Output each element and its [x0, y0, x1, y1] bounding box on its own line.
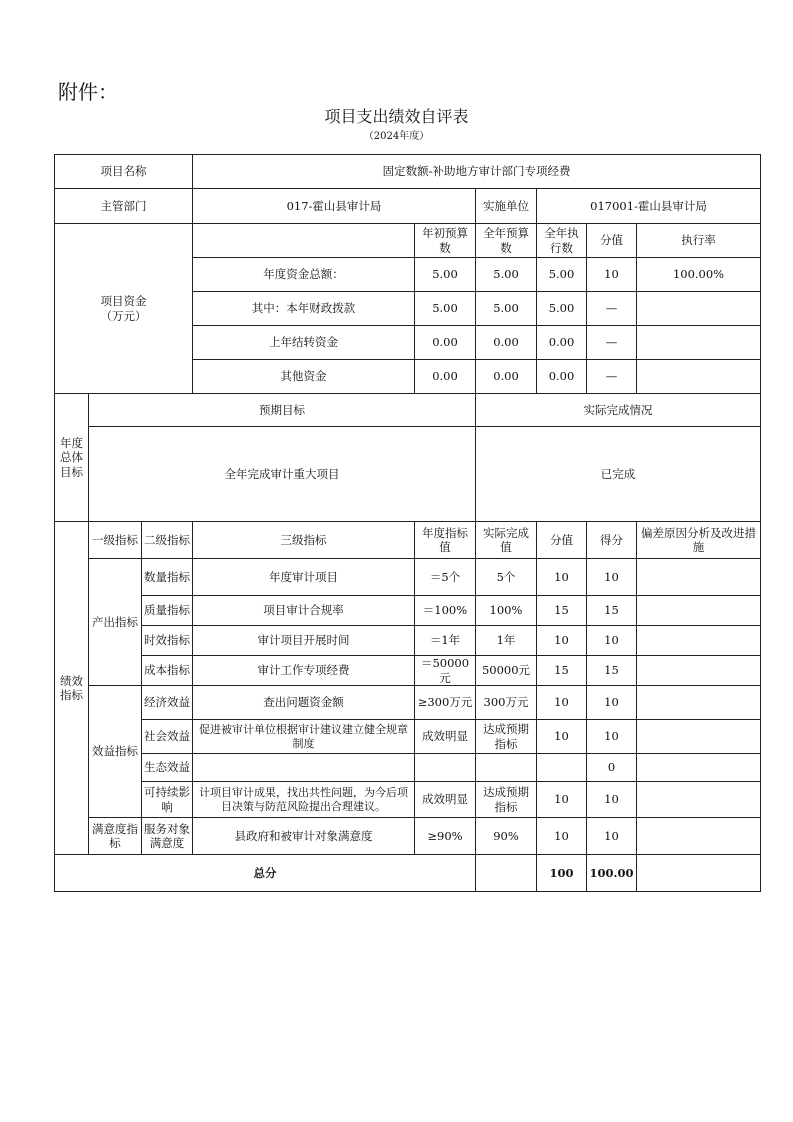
- total-row: [55, 855, 761, 892]
- ind-level3: 查出问题资金额: [193, 686, 415, 720]
- ind-level3: 年度审计项目: [193, 559, 415, 596]
- total-score-value: 100: [537, 855, 587, 892]
- funds-label: 项目资金 （万元）: [55, 224, 193, 394]
- ind-score: 0: [587, 754, 637, 782]
- ind-target: ＝50000元: [415, 656, 476, 686]
- ind-score-value: 10: [537, 626, 587, 656]
- funds-header-annual: 全年预算数: [476, 224, 537, 258]
- total-actual-blank: [476, 855, 537, 892]
- ind-remark: [637, 720, 761, 754]
- impl-value: 017001-霍山县审计局: [537, 189, 761, 224]
- total-label: 总分: [55, 855, 476, 892]
- ind-target: ≥300万元: [415, 686, 476, 720]
- ind-level3: 计项目审计成果，找出共性问题，为今后项目决策与防范风险提出合理建议。: [193, 782, 415, 818]
- ind-remark: [637, 656, 761, 686]
- funds-row-rate: [637, 292, 761, 326]
- dept-label: 主管部门: [55, 189, 193, 224]
- ind-remark: [637, 626, 761, 656]
- ind-level3: 县政府和被审计对象满意度: [193, 818, 415, 855]
- ind-actual: 5个: [476, 559, 537, 596]
- ind-remark: [637, 782, 761, 818]
- total-score: 100.00: [587, 855, 637, 892]
- ind-score-value: 10: [537, 686, 587, 720]
- ind-score: 10: [587, 626, 637, 656]
- funds-row-name: 其他资金: [193, 360, 415, 394]
- funds-row-annual: 5.00: [476, 258, 537, 292]
- ind-header-score: 得分: [587, 522, 637, 559]
- ind-target: ＝1年: [415, 626, 476, 656]
- ind-level2: 质量指标: [142, 596, 193, 626]
- ind-remark: [637, 559, 761, 596]
- indicator-row: [55, 559, 761, 596]
- ind-group-name: 产出指标: [89, 559, 142, 686]
- annual-goal-actual: 已完成: [476, 427, 761, 522]
- funds-row-executed: 5.00: [537, 258, 587, 292]
- ind-target: ＝100%: [415, 596, 476, 626]
- ind-level2: 时效指标: [142, 626, 193, 656]
- annual-goal-expected: 全年完成审计重大项目: [89, 427, 476, 522]
- ind-actual: 达成预期指标: [476, 782, 537, 818]
- ind-score: 10: [587, 782, 637, 818]
- funds-row-name: 年度资金总额：: [193, 258, 415, 292]
- ind-level2: 生态效益: [142, 754, 193, 782]
- funds-row-initial: 0.00: [415, 360, 476, 394]
- annual-goal-label: 年度总体目标: [55, 394, 89, 522]
- impl-label: 实施单位: [476, 189, 537, 224]
- ind-group-name: 满意度指标: [89, 818, 142, 855]
- ind-header-actual: 实际完成值: [476, 522, 537, 559]
- funds-row-initial: 5.00: [415, 258, 476, 292]
- indicator-row: [55, 596, 761, 626]
- ind-level2: 社会效益: [142, 720, 193, 754]
- ind-actual: 1年: [476, 626, 537, 656]
- ind-actual: 100%: [476, 596, 537, 626]
- funds-header-initial: 年初预算数: [415, 224, 476, 258]
- indicator-row: [55, 656, 761, 686]
- funds-header-score-value: 分值: [587, 224, 637, 258]
- indicator-row: [55, 754, 761, 782]
- annual-goal-expected-header: 预期目标: [89, 394, 476, 427]
- ind-score-value: 10: [537, 720, 587, 754]
- ind-target: 成效明显: [415, 720, 476, 754]
- page-title: 项目支出绩效自评表: [324, 107, 469, 126]
- indicator-row: [55, 720, 761, 754]
- funds-row-executed: 5.00: [537, 292, 587, 326]
- ind-score-value: 15: [537, 656, 587, 686]
- funds-row-score-value: 10: [587, 258, 637, 292]
- ind-target: ＝5个: [415, 559, 476, 596]
- annual-goal-actual-header: 实际完成情况: [476, 394, 761, 427]
- indicator-row: [55, 782, 761, 818]
- funds-row-score-value: —: [587, 360, 637, 394]
- ind-level2: 可持续影响: [142, 782, 193, 818]
- ind-level3: 项目审计合规率: [193, 596, 415, 626]
- ind-score: 10: [587, 686, 637, 720]
- ind-level2: 经济效益: [142, 686, 193, 720]
- ind-remark: [637, 596, 761, 626]
- ind-score: 10: [587, 720, 637, 754]
- total-remark-blank: [637, 855, 761, 892]
- ind-header-level3: 三级指标: [193, 522, 415, 559]
- ind-score-value: 10: [537, 818, 587, 855]
- ind-score: 10: [587, 559, 637, 596]
- ind-level2: 数量指标: [142, 559, 193, 596]
- ind-group-name: 效益指标: [89, 686, 142, 818]
- ind-remark: [637, 754, 761, 782]
- ind-score: 10: [587, 818, 637, 855]
- ind-remark: [637, 686, 761, 720]
- funds-row-score-value: —: [587, 292, 637, 326]
- funds-row-annual: 0.00: [476, 360, 537, 394]
- ind-header-level1: 一级指标: [89, 522, 142, 559]
- ind-actual: 达成预期指标: [476, 720, 537, 754]
- ind-score: 15: [587, 596, 637, 626]
- funds-header-rate: 执行率: [637, 224, 761, 258]
- ind-actual: 50000元: [476, 656, 537, 686]
- ind-header-level2: 二级指标: [142, 522, 193, 559]
- ind-level3: 促进被审计单位根据审计建议建立健全规章制度: [193, 720, 415, 754]
- funds-row-rate: [637, 326, 761, 360]
- ind-remark: [637, 818, 761, 855]
- ind-header-remark: 偏差原因分析及改进措施: [637, 522, 761, 559]
- ind-score: 15: [587, 656, 637, 686]
- funds-row-annual: 5.00: [476, 292, 537, 326]
- ind-level2: 服务对象满意度: [142, 818, 193, 855]
- funds-row-executed: 0.00: [537, 360, 587, 394]
- indicator-row: [55, 818, 761, 855]
- ind-target: [415, 754, 476, 782]
- funds-row-initial: 5.00: [415, 292, 476, 326]
- funds-header-blank: [193, 224, 415, 258]
- funds-row-annual: 0.00: [476, 326, 537, 360]
- indicators-label: 绩效指标: [55, 522, 89, 855]
- ind-level3: 审计工作专项经费: [193, 656, 415, 686]
- page-subtitle: （2024年度）: [363, 131, 430, 142]
- ind-level3: 审计项目开展时间: [193, 626, 415, 656]
- ind-score-value: 10: [537, 559, 587, 596]
- ind-target: ≥90%: [415, 818, 476, 855]
- indicator-row: [55, 686, 761, 720]
- ind-score-value: [537, 754, 587, 782]
- funds-row-rate: 100.00%: [637, 258, 761, 292]
- funds-row-score-value: —: [587, 326, 637, 360]
- ind-level2: 成本指标: [142, 656, 193, 686]
- funds-row-executed: 0.00: [537, 326, 587, 360]
- funds-row-name: 上年结转资金: [193, 326, 415, 360]
- funds-header-executed: 全年执行数: [537, 224, 587, 258]
- attachment-label: 附件：: [58, 80, 118, 104]
- ind-actual: 90%: [476, 818, 537, 855]
- ind-header-score-value: 分值: [537, 522, 587, 559]
- self-evaluation-table: [54, 154, 761, 892]
- ind-actual: 300万元: [476, 686, 537, 720]
- funds-row-rate: [637, 360, 761, 394]
- ind-score-value: 10: [537, 782, 587, 818]
- ind-header-target: 年度指标值: [415, 522, 476, 559]
- project-name-label: 项目名称: [55, 155, 193, 189]
- indicator-row: [55, 626, 761, 656]
- ind-score-value: 15: [537, 596, 587, 626]
- project-name-value: 固定数额-补助地方审计部门专项经费: [193, 155, 761, 189]
- dept-value: 017-霍山县审计局: [193, 189, 476, 224]
- funds-row-initial: 0.00: [415, 326, 476, 360]
- funds-row-name: 其中：本年财政拨款: [193, 292, 415, 326]
- ind-level3: [193, 754, 415, 782]
- ind-actual: [476, 754, 537, 782]
- ind-target: 成效明显: [415, 782, 476, 818]
